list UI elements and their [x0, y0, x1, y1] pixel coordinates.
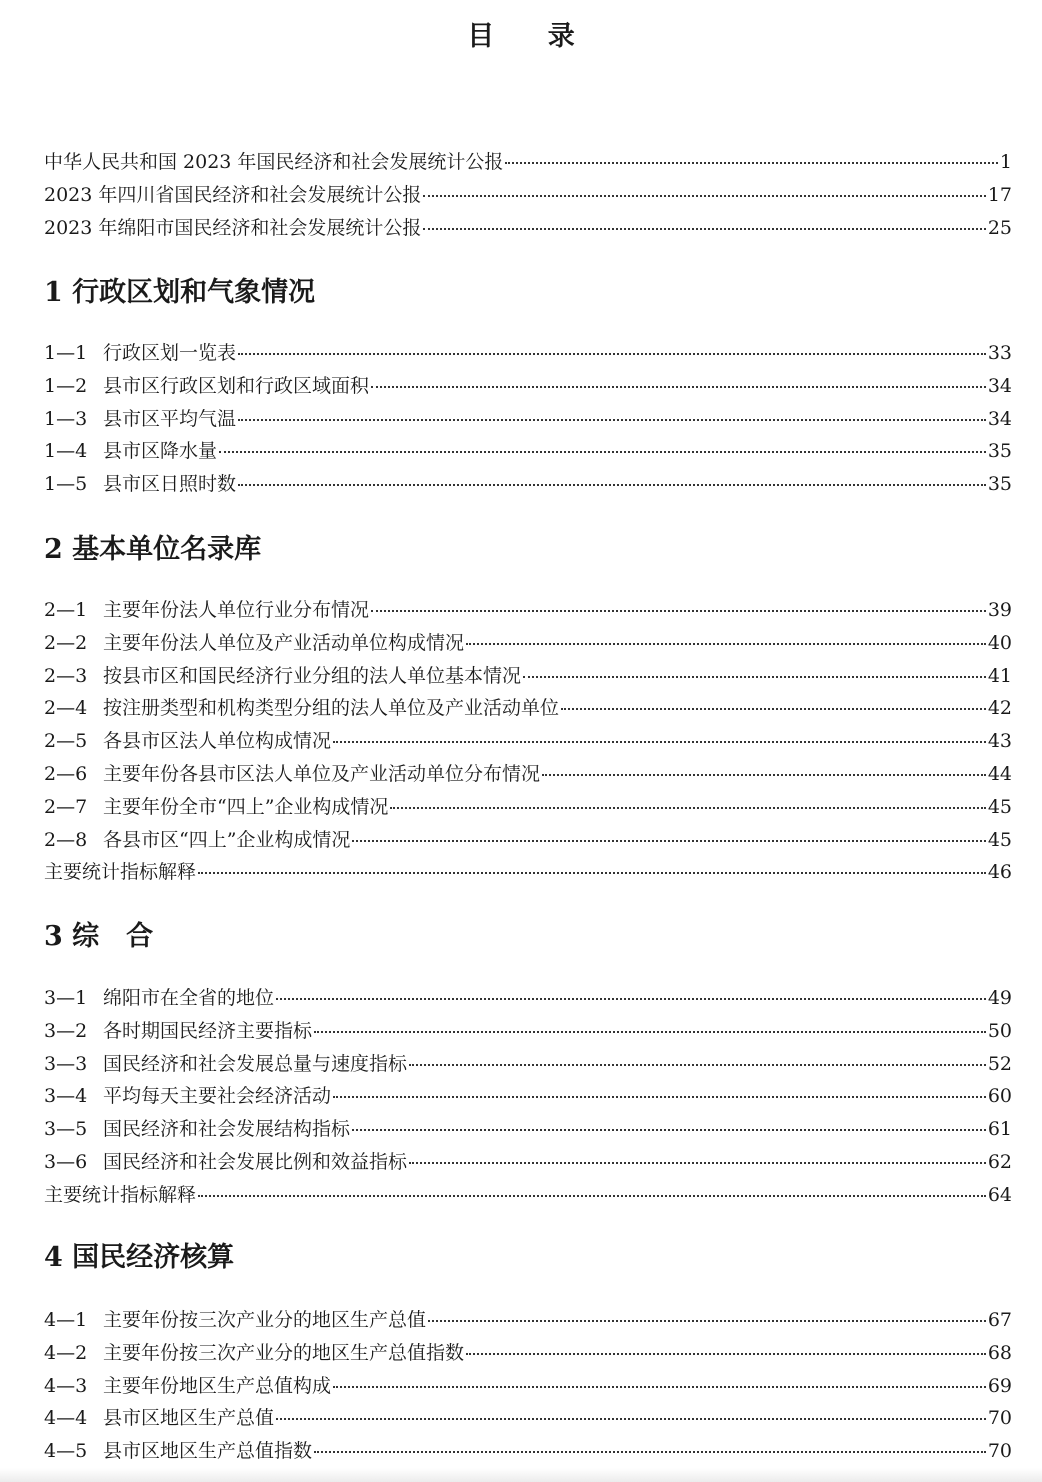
dot-leader: [333, 1095, 986, 1098]
toc-entry-number: 4—2: [44, 1342, 88, 1364]
toc-entry-number: 1—4: [44, 440, 88, 462]
toc-entry-page-number: 52: [987, 1053, 1012, 1075]
toc-entry-page-number: 46: [987, 861, 1012, 883]
toc-entry[interactable]: [44, 1306, 1012, 1334]
toc-entry-page-number: 33: [987, 342, 1012, 364]
dot-leader: [238, 352, 986, 355]
dot-leader: [371, 609, 986, 612]
toc-entry[interactable]: [44, 1115, 1012, 1143]
toc-entry-label: 县市区行政区划和行政区域面积: [103, 375, 370, 397]
toc-entry[interactable]: [44, 1082, 1012, 1110]
dot-leader: [409, 1161, 986, 1164]
toc-entry-page-number: 61: [987, 1118, 1012, 1140]
toc-entry[interactable]: [44, 984, 1012, 1012]
dot-leader: [423, 227, 985, 230]
toc-entry[interactable]: [44, 437, 1012, 465]
toc-entry-label: 主要统计指标解释: [44, 861, 197, 883]
toc-entry-page-number: 17: [987, 184, 1012, 206]
toc-entry-label: 县市区平均气温: [103, 408, 237, 430]
page-title: 目 录: [467, 21, 597, 52]
toc-entry-label: 2023 年四川省国民经济和社会发展统计公报: [44, 184, 422, 206]
toc-entry-number: 1—3: [44, 408, 88, 430]
toc-entry-page-number: 39: [987, 599, 1012, 621]
toc-entry-label: 各县市区“四上”企业构成情况: [103, 829, 351, 851]
toc-entry-label: 国民经济和社会发展总量与速度指标: [103, 1053, 408, 1075]
toc-entry-number: 1—5: [44, 473, 88, 495]
toc-entry-label: 按注册类型和机构类型分组的法人单位及产业活动单位: [103, 697, 560, 719]
toc-entry-number: 2—1: [44, 599, 88, 621]
toc-entry-number: 1—1: [44, 342, 88, 364]
toc-entry-page-number: 70: [987, 1440, 1012, 1462]
toc-entry-label: 各县市区法人单位构成情况: [103, 730, 332, 752]
toc-entry-number: 3—5: [44, 1118, 88, 1140]
toc-entry[interactable]: [44, 596, 1012, 624]
toc-entry-label: 县市区地区生产总值指数: [103, 1440, 313, 1462]
toc-entry-page-number: 34: [987, 408, 1012, 430]
toc-entry-page-number: 25: [987, 217, 1012, 239]
toc-entry-label: 县市区地区生产总值: [103, 1407, 275, 1429]
dot-leader: [333, 1385, 986, 1388]
toc-entry-number: 4—5: [44, 1440, 88, 1462]
toc-entry-page-number: 62: [987, 1151, 1012, 1173]
toc-entry-number: 2—7: [44, 796, 88, 818]
toc-entry[interactable]: [44, 1372, 1012, 1400]
dot-leader: [423, 194, 985, 197]
toc-entry[interactable]: [44, 405, 1012, 433]
toc-entry-page-number: 67: [987, 1309, 1012, 1331]
toc-entry-label: 主要统计指标解释: [44, 1184, 197, 1206]
toc-entry[interactable]: [44, 1404, 1012, 1432]
toc-entry-label: 主要年份全市“四上”企业构成情况: [103, 796, 389, 818]
toc-entry-number: 1—2: [44, 375, 88, 397]
toc-entry-number: 2—8: [44, 829, 88, 851]
dot-leader: [409, 1063, 986, 1066]
toc-entry[interactable]: [44, 760, 1012, 788]
toc-entry-label: 平均每天主要社会经济活动: [103, 1085, 332, 1107]
toc-entry-page-number: 40: [987, 632, 1012, 654]
toc-entry[interactable]: [44, 1339, 1012, 1367]
toc-entry-label: 县市区降水量: [103, 440, 218, 462]
toc-entry-page-number: 69: [987, 1375, 1012, 1397]
toc-entry-number: 2—6: [44, 763, 88, 785]
toc-entry-page-number: 50: [987, 1020, 1012, 1042]
toc-entry-notes[interactable]: [44, 1181, 1012, 1209]
toc-entry-label: 主要年份按三次产业分的地区生产总值: [103, 1309, 427, 1331]
toc-entry-page-number: 49: [987, 987, 1012, 1009]
toc-entry-number: 2—5: [44, 730, 88, 752]
toc-entry-page-number: 60: [987, 1085, 1012, 1107]
toc-entry[interactable]: [44, 826, 1012, 854]
toc-entry-label: 主要年份按三次产业分的地区生产总值指数: [103, 1342, 465, 1364]
toc-entry-page-number: 64: [987, 1184, 1012, 1206]
toc-entry-page-number: 44: [987, 763, 1012, 785]
toc-entry[interactable]: [44, 694, 1012, 722]
toc-entry-page-number: 42: [987, 697, 1012, 719]
dot-leader: [276, 1417, 986, 1420]
toc-entry[interactable]: [44, 1148, 1012, 1176]
dot-leader: [428, 1319, 986, 1322]
toc-entry-label: 行政区划一览表: [103, 342, 237, 364]
toc-entry-page-number: 43: [987, 730, 1012, 752]
dot-leader: [219, 450, 986, 453]
toc-entry-number: 4—1: [44, 1309, 88, 1331]
toc-entry-number: 3—2: [44, 1020, 88, 1042]
toc-entry-number: 3—3: [44, 1053, 88, 1075]
dot-leader: [505, 161, 997, 164]
dot-leader: [333, 740, 986, 743]
dot-leader: [390, 806, 985, 809]
section-heading: 2 基本单位名录库: [44, 534, 262, 565]
toc-entry-label: 县市区日照时数: [103, 473, 237, 495]
toc-entry-page-number: 1: [999, 151, 1012, 173]
toc-entry-label: 国民经济和社会发展结构指标: [103, 1118, 351, 1140]
dot-leader: [314, 1450, 986, 1453]
toc-entry-label: 绵阳市在全省的地位: [103, 987, 275, 1009]
toc-entry[interactable]: [44, 1050, 1012, 1078]
dot-leader: [466, 642, 986, 645]
toc-entry-page-number: 45: [987, 829, 1012, 851]
toc-entry[interactable]: [44, 1017, 1012, 1045]
dot-leader: [352, 839, 985, 842]
toc-entry-notes[interactable]: [44, 858, 1012, 886]
toc-entry-page-number: 35: [987, 473, 1012, 495]
toc-entry-label: 2023 年绵阳市国民经济和社会发展统计公报: [44, 217, 422, 239]
section-heading: 4 国民经济核算: [44, 1242, 235, 1273]
toc-entry-number: 3—4: [44, 1085, 88, 1107]
toc-entry-page-number: 68: [987, 1342, 1012, 1364]
toc-entry-label: 按县市区和国民经济行业分组的法人单位基本情况: [103, 665, 522, 687]
toc-entry-number: 2—3: [44, 665, 88, 687]
toc-entry-label: 国民经济和社会发展比例和效益指标: [103, 1151, 408, 1173]
toc-entry-page-number: 34: [987, 375, 1012, 397]
dot-leader: [371, 385, 986, 388]
toc-entry-page-number: 41: [987, 665, 1012, 687]
dot-leader: [238, 418, 986, 421]
toc-entry-bulletin[interactable]: [44, 214, 1012, 242]
toc-entry-page-number: 35: [987, 440, 1012, 462]
toc-entry-page-number: 70: [987, 1407, 1012, 1429]
toc-entry-page-number: 45: [987, 796, 1012, 818]
section-heading: 1 行政区划和气象情况: [44, 277, 316, 308]
toc-entry-label: 中华人民共和国 2023 年国民经济和社会发展统计公报: [44, 151, 504, 173]
section-heading: 3 综 合: [44, 921, 154, 952]
toc-entry[interactable]: [44, 662, 1012, 690]
toc-entry[interactable]: [44, 339, 1012, 367]
dot-leader: [466, 1352, 986, 1355]
toc-entry-label: 各时期国民经济主要指标: [103, 1020, 313, 1042]
dot-leader: [542, 773, 986, 776]
dot-leader: [238, 483, 986, 486]
dot-leader: [198, 1194, 986, 1197]
toc-entry[interactable]: [44, 629, 1012, 657]
toc-entry-number: 3—1: [44, 987, 88, 1009]
toc-entry-number: 4—4: [44, 1407, 88, 1429]
toc-entry-label: 主要年份地区生产总值构成: [103, 1375, 332, 1397]
toc-entry-bulletin[interactable]: [44, 181, 1012, 209]
toc-entry-bulletin[interactable]: [44, 148, 1012, 176]
toc-entry-label: 主要年份各县市区法人单位及产业活动单位分布情况: [103, 763, 541, 785]
toc-entry[interactable]: [44, 727, 1012, 755]
dot-leader: [198, 871, 986, 874]
toc-entry[interactable]: [44, 1437, 1012, 1465]
dot-leader: [561, 707, 986, 710]
toc-entry[interactable]: [44, 793, 1012, 821]
toc-entry-number: 4—3: [44, 1375, 88, 1397]
toc-entry[interactable]: [44, 372, 1012, 400]
toc-entry-number: 3—6: [44, 1151, 88, 1173]
dot-leader: [352, 1128, 986, 1131]
page-bottom-edge: [0, 1468, 1042, 1482]
dot-leader: [314, 1030, 986, 1033]
toc-entry-label: 主要年份法人单位及产业活动单位构成情况: [103, 632, 465, 654]
toc-entry[interactable]: [44, 470, 1012, 498]
toc-entry-number: 2—2: [44, 632, 88, 654]
toc-entry-label: 主要年份法人单位行业分布情况: [103, 599, 370, 621]
dot-leader: [523, 675, 986, 678]
toc-entry-number: 2—4: [44, 697, 88, 719]
dot-leader: [276, 997, 986, 1000]
